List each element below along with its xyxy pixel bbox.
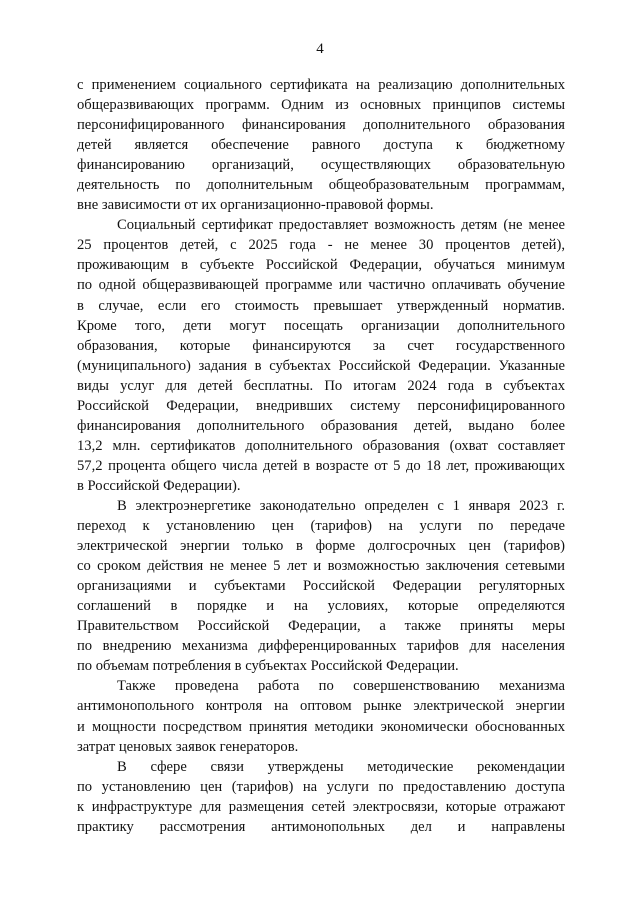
- text-line: к инфраструктуре для размещения сетей электросвязи, которые отражают: [77, 798, 565, 815]
- text-line: в случае, если его стоимость превышает утвержденный норматив.: [77, 297, 565, 314]
- text-line: образования, которые финансируются за счет государственного: [77, 337, 565, 354]
- text-line: проживающим в субъекте Российской Федерации, обучаться минимум: [77, 257, 565, 274]
- text-line: (муниципального) задания в субъектах Российской Федерации. Указанные: [77, 357, 565, 374]
- text-line: по объемам потребления в субъектах Российской Федерации.: [77, 658, 459, 675]
- text-line: 25 процентов детей, с 2025 года - не менее 30 процентов детей),: [77, 237, 565, 254]
- text-line: практику рассмотрения антимонопольных дел и направлены: [77, 818, 565, 835]
- text-line: вне зависимости от их организационно-правовой формы.: [77, 197, 434, 214]
- text-line: 57,2 процента общего числа детей в возрасте от 5 до 18 лет, проживающих: [77, 457, 565, 474]
- text-line: В электроэнергетике законодательно определен с 1 января 2023 г.: [117, 497, 565, 514]
- text-line: антимонопольного контроля на оптовом рынке электрической энергии: [77, 698, 565, 715]
- document-body: [77, 75, 565, 837]
- text-line: в Российской Федерации).: [77, 477, 241, 494]
- text-line: общеразвивающих программ. Одним из основных принципов системы: [77, 97, 565, 114]
- text-line: Также проведена работа по совершенствованию механизма: [117, 678, 565, 695]
- text-line: деятельность по дополнительным общеобразовательным программам,: [77, 177, 565, 194]
- text-line: Социальный сертификат предоставляет возможность детям (не менее: [117, 217, 565, 234]
- text-line: по установлению цен (тарифов) на услуги по предоставлению доступа: [77, 778, 565, 795]
- text-line: организациями и субъектами Российской Федерации регуляторных: [77, 578, 565, 595]
- text-line: детей является обеспечение равного доступа к бюджетному: [77, 137, 565, 154]
- text-line: со сроком действия не менее 5 лет и возможностью заключения сетевыми: [77, 558, 565, 575]
- text-line: финансированию организаций, осуществляющих образовательную: [77, 157, 565, 174]
- text-line: В сфере связи утверждены методические рекомендации: [117, 758, 565, 775]
- text-line: и мощности посредством принятия методики экономически обоснованных: [77, 718, 565, 735]
- text-line: Кроме того, дети могут посещать организации дополнительного: [77, 317, 565, 334]
- text-line: Правительством Российской Федерации, а также приняты меры: [77, 618, 565, 635]
- text-line: затрат ценовых заявок генераторов.: [77, 738, 299, 755]
- text-line: электрической энергии только в форме долгосрочных цен (тарифов): [77, 538, 565, 555]
- text-line: переход к установлению цен (тарифов) на услуги по передаче: [77, 518, 565, 535]
- text-line: соглашений в порядке и на условиях, которые определяются: [77, 598, 565, 615]
- text-line: по внедрению механизма дифференцированных тарифов для населения: [77, 638, 565, 655]
- text-line: с применением социального сертификата на реализацию дополнительных: [77, 77, 565, 93]
- text-line: по одной общеразвивающей программе или частично оплачивать обучение: [77, 277, 565, 294]
- text-line: виды услуг для детей бесплатны. По итогам 2024 года в субъектах: [77, 377, 565, 394]
- page-number: 4: [316, 41, 324, 57]
- text-line: персонифицированного финансирования дополнительного образования: [77, 117, 565, 134]
- text-line: финансирования дополнительного образования детей, выдано более: [77, 417, 565, 434]
- text-line: Российской Федерации, внедривших систему персонифицированного: [77, 397, 565, 414]
- text-line: 13,2 млн. сертификатов дополнительного образования (охват составляет: [77, 437, 565, 454]
